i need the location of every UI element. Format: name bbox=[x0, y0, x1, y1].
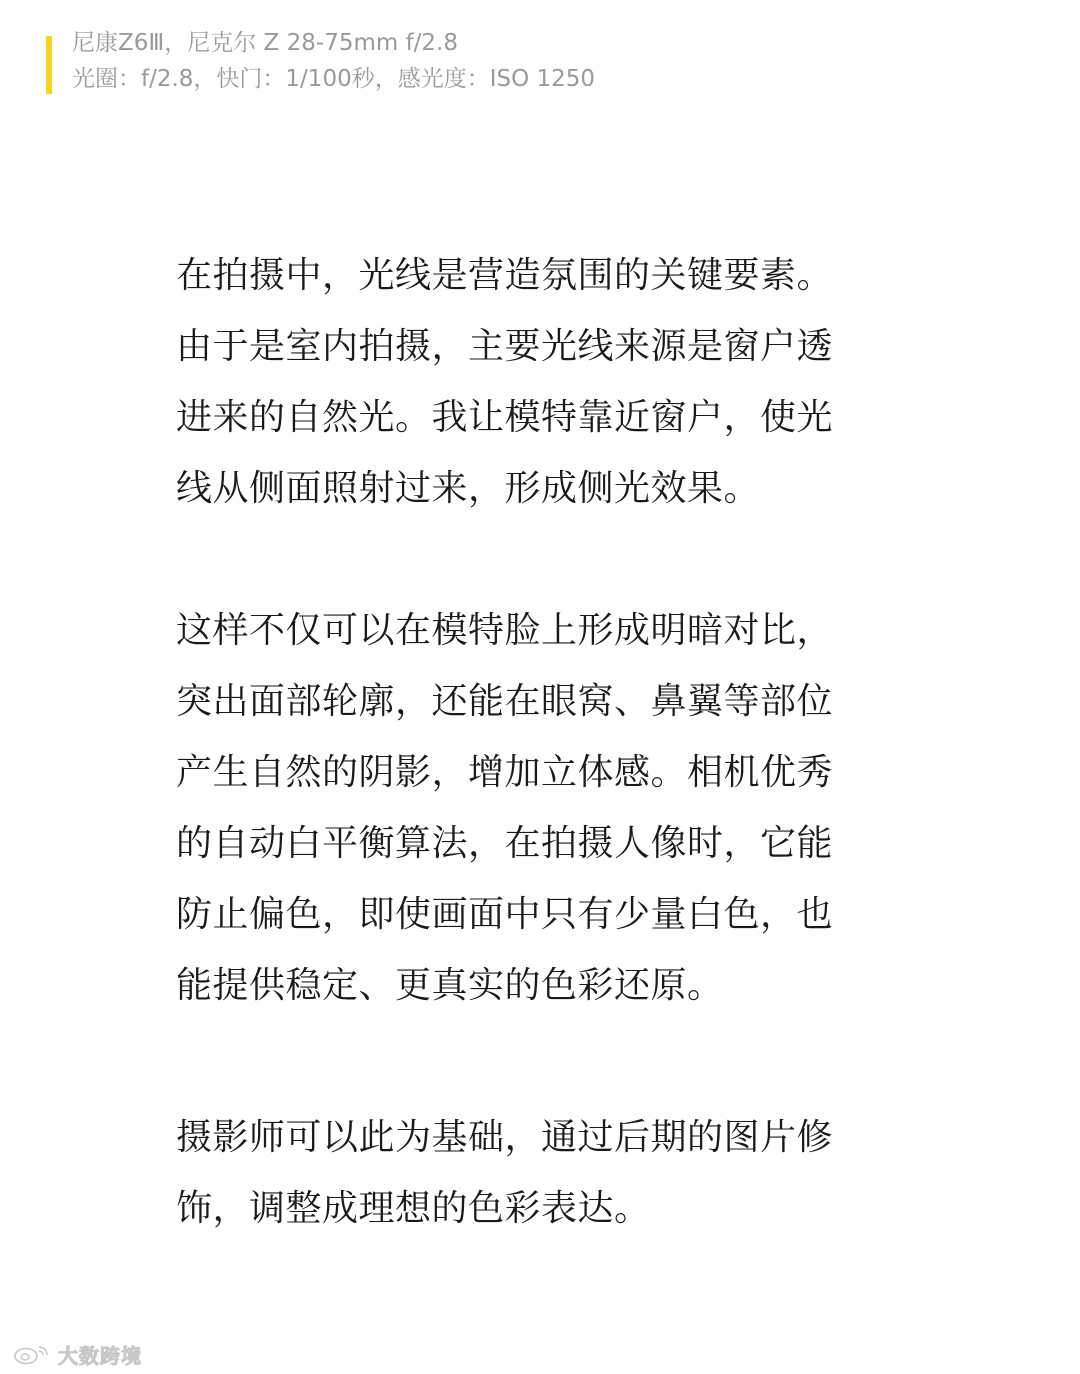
watermark bbox=[12, 1340, 142, 1368]
caption-accent-bar bbox=[46, 36, 52, 94]
paragraph-post-processing bbox=[176, 1102, 833, 1244]
paragraph-line: 进来的自然光。我让模特靠近窗户，使光 bbox=[176, 397, 834, 438]
caption-camera-lens: 尼康Z6Ⅲ，尼克尔 Z 28-75mm f/2.8 bbox=[72, 30, 459, 56]
paragraph-line: 饰，调整成理想的色彩表达。 bbox=[176, 1188, 651, 1229]
paragraph-line: 能提供稳定、更真实的色彩还原。 bbox=[176, 965, 724, 1006]
paragraph-line: 由于是室内拍摄，主要光线来源是窗户透 bbox=[176, 326, 834, 367]
paragraph-line: 产生自然的阴影，增加立体感。相机优秀 bbox=[176, 752, 834, 793]
caption-exposure-settings: 光圈：f/2.8，快门：1/100秒，感光度：ISO 1250 bbox=[72, 66, 596, 92]
paragraph-line: 防止偏色，即使画面中只有少量白色，也 bbox=[176, 894, 834, 935]
photo-caption bbox=[46, 28, 746, 94]
paragraph-line: 这样不仅可以在模特脸上形成明暗对比， bbox=[176, 610, 834, 651]
watermark-text: 大数跨境 bbox=[58, 1343, 142, 1368]
paragraph-line: 线从侧面照射过来，形成侧光效果。 bbox=[176, 468, 761, 509]
paragraph-contrast-whitebalance bbox=[176, 595, 833, 1021]
paragraph-line: 的自动白平衡算法，在拍摄人像时，它能 bbox=[176, 823, 834, 864]
paragraph-line: 在拍摄中，光线是营造氛围的关键要素。 bbox=[176, 255, 834, 296]
paragraph-line: 摄影师可以此为基础，通过后期的图片修 bbox=[176, 1117, 834, 1158]
paragraph-line: 突出面部轮廓，还能在眼窝、鼻翼等部位 bbox=[176, 681, 834, 722]
weibo-logo-icon bbox=[12, 1343, 52, 1365]
paragraph-lighting bbox=[176, 240, 833, 524]
